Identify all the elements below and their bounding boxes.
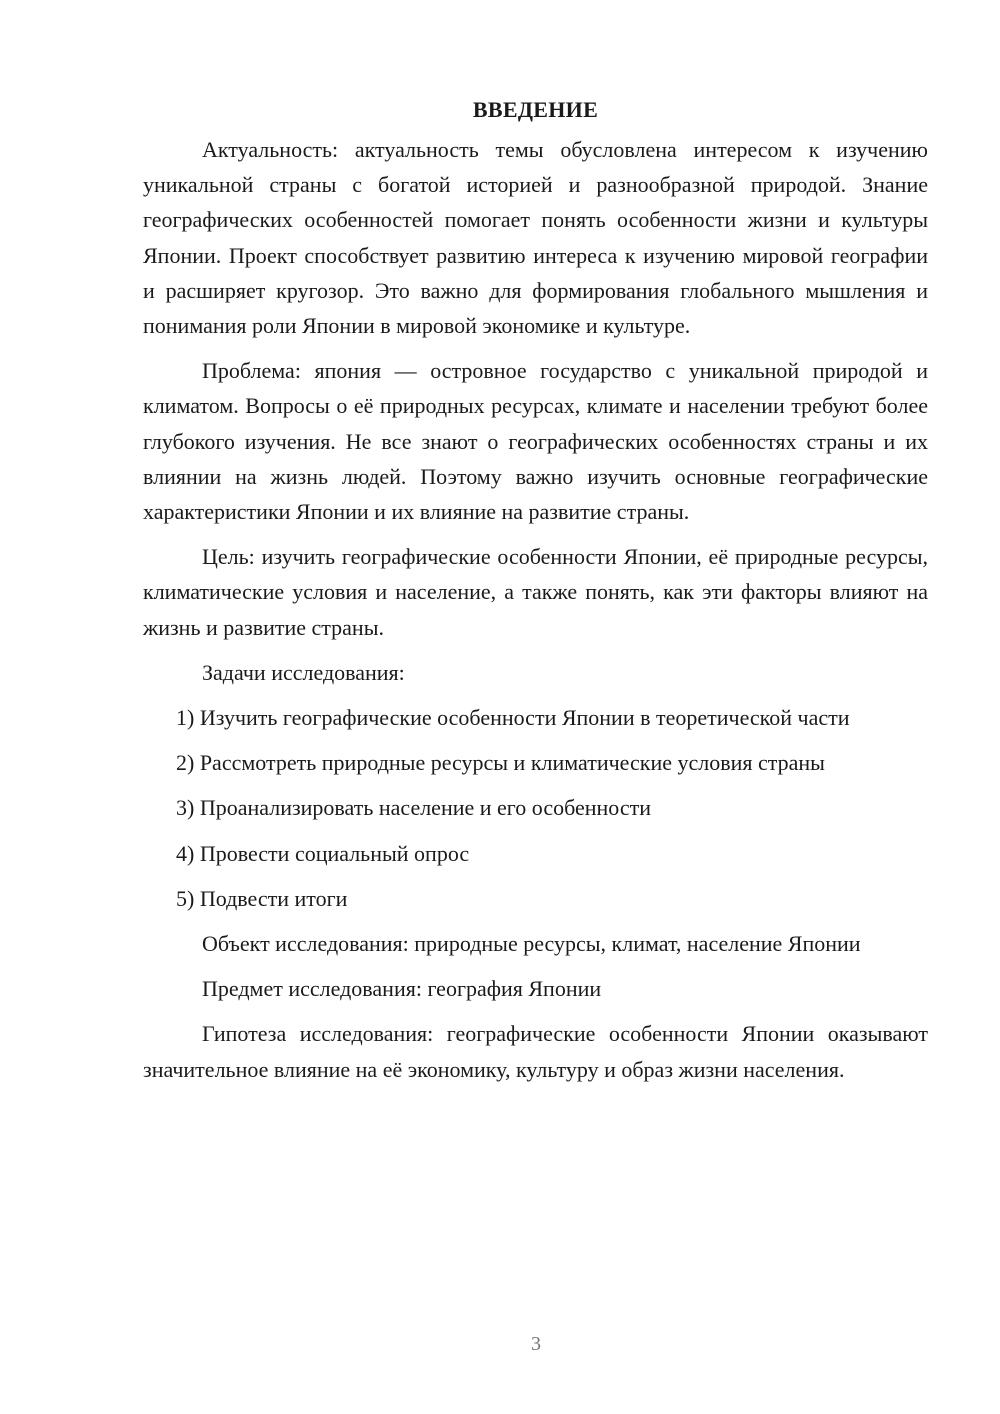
task-item: 2) Рассмотреть природные ресурсы и климатические условия страны (176, 750, 825, 776)
task-item: 4) Провести социальный опрос (176, 840, 470, 866)
tasks-heading: Задачи исследования: (202, 659, 405, 685)
document-page (143, 92, 928, 1097)
task-item: 1) Изучить географические особенности Японии в теоретической части (176, 705, 850, 731)
task-item: 5) Подвести итоги (176, 885, 348, 911)
object-paragraph: Объект исследования: природные ресурсы, климат, население Японии (202, 931, 861, 957)
hypothesis-paragraph: Гипотеза исследования: географические особенности Японии оказывают значительное влияние на её экономику, культуру и образ жизни населения. (143, 1021, 928, 1082)
subject-paragraph: Предмет исследования: география Японии (202, 976, 602, 1002)
tasks-list (143, 700, 928, 916)
task-item: 3) Проанализировать население и его особенности (176, 795, 651, 821)
relevance-paragraph: Актуальность: актуальность темы обусловлена интересом к изучению уникальной страны с богатой историей и разнообразной природой. Знание географических особенностей помогает понять особенности жизни и культуры Японии. Проект способствует развитию интереса к изучению мировой географии и расширяет кругозор. Это важно для формирования глобального мышления и понимания роли Японии в мировой экономике и культуре. (143, 137, 928, 339)
problem-paragraph: Проблема: япония — островное государство с уникальной природой и климатом. Вопросы о её природных ресурсах, климате и населении требуют более глубокого изучения. Не все знают о географических особенностях страны и их влиянии на жизнь людей. Поэтому важно изучить основные географические характеристики Японии и их влияние на развитие страны. (143, 358, 928, 525)
section-title: ВВЕДЕНИЕ (472, 97, 599, 122)
page-number: 3 (531, 1333, 541, 1355)
goal-paragraph: Цель: изучить географические особенности Японии, её природные ресурсы, климатические условия и население, а также понять, как эти факторы влияют на жизнь и развитие страны. (143, 544, 928, 640)
